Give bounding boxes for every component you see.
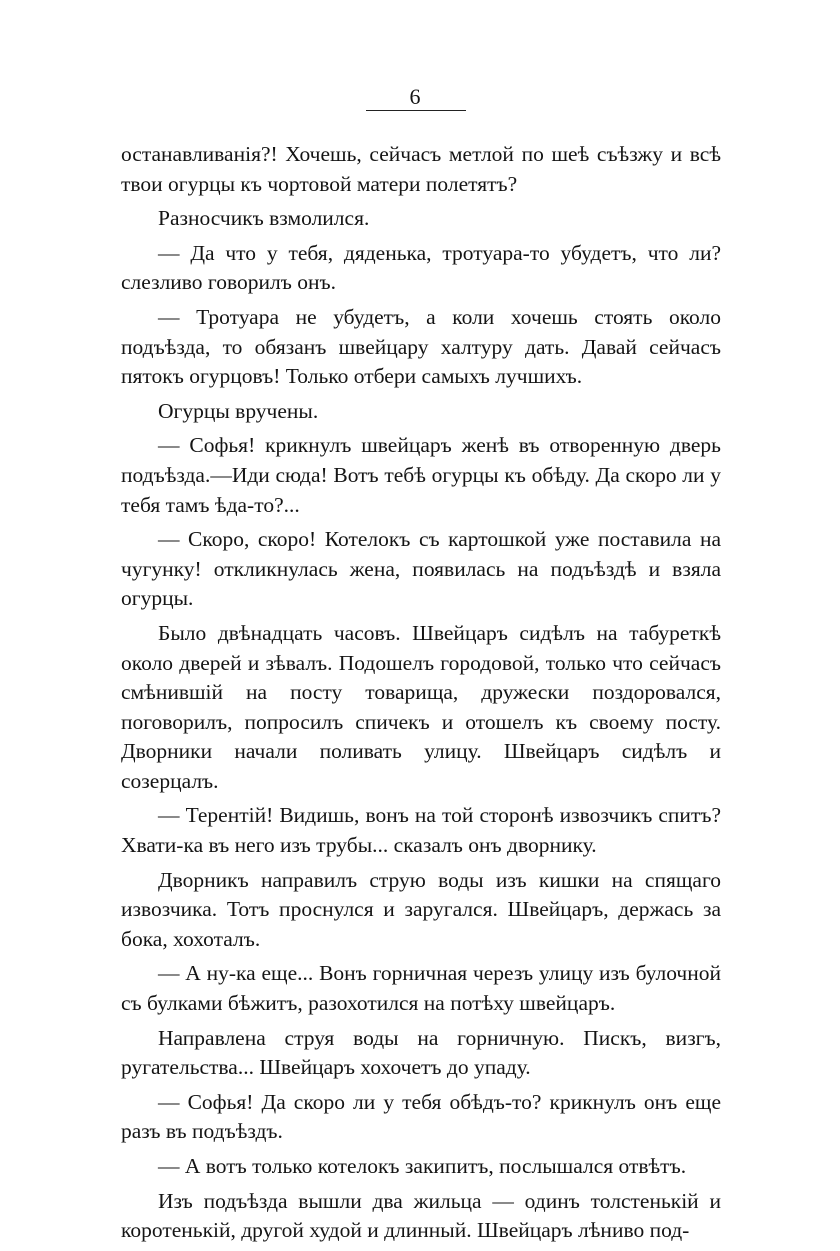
paragraph: Изъ подъѣзда вышли два жильца — одинъ толстенькiй и коротенькiй, другой худой и длинный. Швейцаръ лѣниво под- [121,1188,721,1243]
paragraph: Разносчикъ взмолился. [158,206,370,231]
paragraph: Огурцы вручены. [158,398,319,423]
paragraph: Было двѣнадцать часовъ. Швейцаръ сидѣлъ на табуреткѣ около дверей и зѣвалъ. Подошелъ городовой, только что сейчасъ смѣнившiй на посту товарища, дружески поздоровался, поговорилъ, попросилъ спичекъ и отошелъ къ своему посту. Дворники начали поливать улицу. Швейцаръ сидѣлъ и созерцалъ. [121,620,721,793]
page-number: 6 [409,84,421,109]
paragraph: — Скоро, скоро! Котелокъ съ картошкой уже поставила на чугунку! откликнулась жена, появилась на подъѣздѣ и взяла огурцы. [121,527,721,611]
paragraph: — Да что у тебя, дяденька, тротуара-то убудетъ, что ли? слезливо говорилъ онъ. [121,240,721,295]
paragraph: — Софья! крикнулъ швейцаръ женѣ въ отворенную дверь подъѣзда.—Иди сюда! Вотъ тебѣ огурцы къ обѣду. Да скоро ли у тебя тамъ ѣда-то?... [121,433,721,517]
paragraph: — А вотъ только котелокъ закипитъ, послышался отвѣтъ. [158,1154,687,1178]
paragraph: — Терентiй! Видишь, вонъ на той сторонѣ извозчикъ спитъ? Хвати-ка въ него изъ трубы... сказалъ онъ дворнику. [121,803,721,858]
paragraph: Дворникъ направилъ струю воды изъ кишки на спящаго извозчика. Тотъ проснулся и заругался. Швейцаръ, держась за бока, хохоталъ. [121,867,721,951]
paragraph: — Тротуара не убудетъ, а коли хочешь стоять около подъѣзда, то обязанъ швейцару халтуру дать. Давай сейчасъ пятокъ огурцовъ! Только отбери самыхъ лучшихъ. [121,304,721,389]
paragraph: — Софья! Да скоро ли у тебя обѣдъ-то? крикнулъ онъ еще разъ въ подъѣздъ. [121,1089,721,1144]
paragraph: — А ну-ка еще... Вонъ горничная черезъ улицу изъ булочной съ булками бѣжитъ, разохотился на потѣху швейцаръ. [121,961,721,1016]
paragraph: Направлена струя воды на горничную. Пискъ, визгъ, ругательства... Швейцаръ хохочетъ до упаду. [121,1025,721,1080]
page-number-rule [366,110,466,111]
paragraph: останавливанiя?! Хочешь, сейчасъ метлой по шеѣ съѣзжу и всѣ твои огурцы къ чортовой матери полетятъ? [121,142,721,196]
body-text [121,140,721,1251]
